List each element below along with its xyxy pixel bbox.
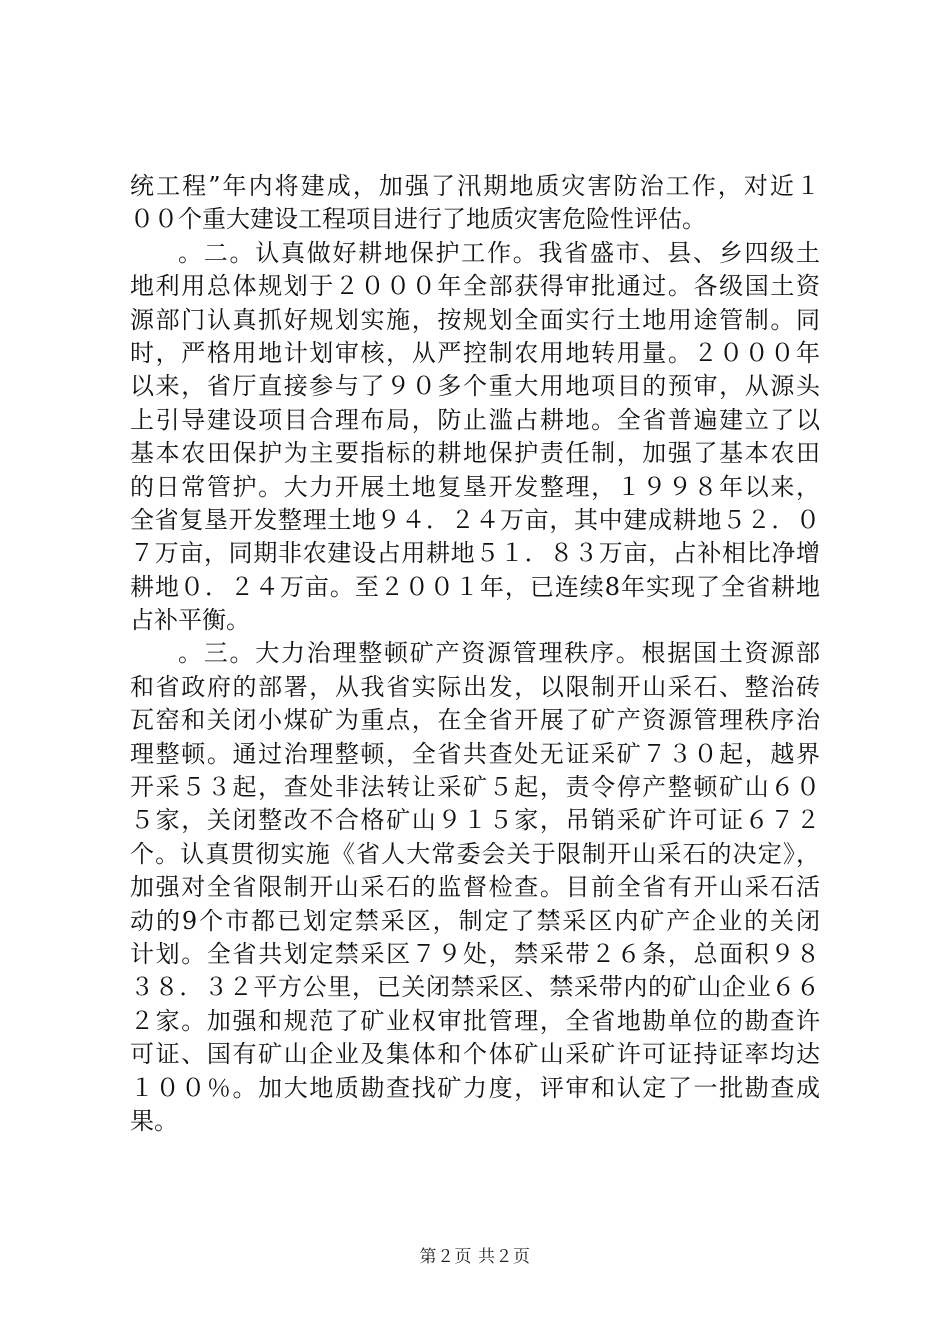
text-line: 基本农田保护为主要指标的耕地保护责任制，加强了基本农田 <box>130 439 820 468</box>
text-line: 可证、国有矿山企业及集体和个体矿山采矿许可证持证率均达 <box>130 1040 820 1069</box>
text-line: 果。 <box>130 1106 178 1135</box>
text-line: ００个重大建设工程项目进行了地质灾害危险性评估。 <box>130 205 706 234</box>
text-line: ３８．３２平方公里，已关闭禁采区、禁采带内的矿山企业６６ <box>130 973 820 1002</box>
text-line: 的日常管护。大力开展土地复垦开发整理，１９９８年以来， <box>130 472 820 501</box>
text-line: 以来，省厅直接参与了９０多个重大用地项目的预审，从源头 <box>130 372 820 401</box>
text-line: ７万亩，同期非农建设占用耕地５１．８３万亩，占补相比净增 <box>130 539 820 568</box>
text-line: 全省复垦开发整理土地９４．２４万亩，其中建成耕地５２．０ <box>130 505 820 534</box>
text-line: 动的9个市都已划定禁采区，制定了禁采区内矿产企业的关闭 <box>130 906 820 935</box>
text-line: 理整顿。通过治理整顿，全省共查处无证采矿７３０起，越界 <box>130 739 820 768</box>
text-line: 和省政府的部署，从我省实际出发，以限制开山采石、整治砖 <box>130 672 820 701</box>
text-line: 统工程”年内将建成，加强了汛期地质灾害防治工作，对近１ <box>130 172 820 200</box>
text-line: 瓦窑和关闭小煤矿为重点，在全省开展了矿产资源管理秩序治 <box>130 706 820 735</box>
text-line: 上引导建设项目合理布局，防止滥占耕地。全省普遍建立了以 <box>130 405 820 434</box>
text-line: 。二。认真做好耕地保护工作。我省盛市、县、乡四级土 <box>178 238 820 267</box>
text-line: 个。认真贯彻实施《省人大常委会关于限制开山采石的决定》， <box>130 839 820 868</box>
text-line: ５家，关闭整改不合格矿山９１５家，吊销采矿许可证６７２ <box>130 806 820 835</box>
text-line: 加强对全省限制开山采石的监督检查。目前全省有开山采石活 <box>130 873 820 902</box>
text-line: 耕地０．２４万亩。至２００１年，已连续8年实现了全省耕地 <box>130 572 820 601</box>
text-line: ２家。加强和规范了矿业权审批管理，全省地勘单位的勘查许 <box>130 1006 820 1035</box>
text-line: 地利用总体规划于２０００年全部获得审批通过。各级国土资 <box>130 272 820 301</box>
text-line: 源部门认真抓好规划实施，按规划全面实行土地用途管制。同 <box>130 305 820 334</box>
text-line: 开采５３起，查处非法转让采矿５起，责令停产整顿矿山６０ <box>130 773 820 802</box>
text-line: 占补平衡。 <box>130 606 250 635</box>
document-body <box>130 170 820 1138</box>
text-line: 计划。全省共划定禁采区７９处，禁采带２６条，总面积９８ <box>130 939 820 968</box>
text-line: 。三。大力治理整顿矿产资源管理秩序。根据国土资源部 <box>178 639 820 668</box>
text-line: １００％。加大地质勘查找矿力度，评审和认定了一批勘查成 <box>130 1073 820 1102</box>
text-line: 时，严格用地计划审核，从严控制农用地转用量。２０００年 <box>130 338 820 367</box>
page-footer: 第２页 共２页 <box>419 1247 531 1267</box>
